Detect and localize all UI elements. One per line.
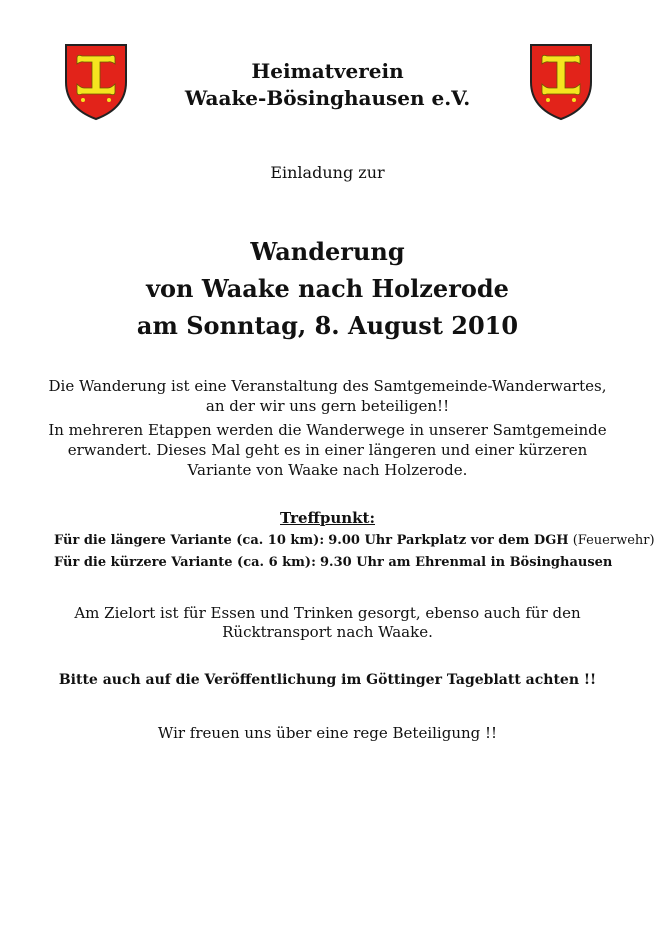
invitation-intro: Einladung zur	[270, 163, 385, 182]
headline-line2: von Waake nach Holzerode	[146, 274, 509, 303]
paragraph-line: an der wir uns gern beteiligen!!	[205, 397, 450, 415]
description-paragraph-2	[30, 420, 625, 480]
long-route-note: (Feuerwehr)	[572, 533, 655, 548]
catering-info	[30, 604, 625, 642]
closing-line: Wir freuen uns über eine rege Beteiligung !!	[157, 724, 498, 742]
headline-line3: am Sonntag, 8. August 2010	[136, 311, 519, 340]
meeting-point-details	[54, 530, 654, 574]
event-description	[30, 376, 625, 480]
paragraph-line: erwandert. Dieses Mal geht es in einer längeren und einer kürzeren	[67, 441, 588, 459]
meeting-short-route	[54, 552, 654, 574]
short-route-label: Für die kürzere Variante (ca. 6 km):	[54, 555, 316, 570]
long-route-detail: 9.00 Uhr Parkplatz vor dem DGH	[328, 533, 569, 548]
catering-line: Rücktransport nach Waake.	[222, 623, 433, 641]
meeting-point-title: Treffpunkt:	[280, 509, 375, 527]
catering-line: Am Zielort ist für Essen und Trinken gesorgt, ebenso auch für den	[74, 604, 581, 622]
headline-line1: Wanderung	[250, 237, 405, 266]
paragraph-line: In mehreren Etappen werden die Wanderwege in unserer Samtgemeinde	[48, 421, 607, 439]
organization-name-line2: Waake-Bösinghausen e.V.	[184, 86, 471, 110]
short-route-detail: 9.30 Uhr am Ehrenmal in Bösinghausen	[320, 555, 613, 570]
meeting-long-route	[54, 530, 654, 552]
event-headline	[0, 233, 655, 344]
paragraph-line: Variante von Waake nach Holzerode.	[187, 461, 468, 479]
paragraph-line: Die Wanderung ist eine Veranstaltung des Samtgemeinde-Wanderwartes,	[48, 377, 607, 395]
long-route-label: Für die längere Variante (ca. 10 km):	[54, 533, 325, 548]
organization-name-line1: Heimatverein	[251, 59, 404, 83]
description-paragraph-1	[30, 376, 625, 416]
organization-name	[0, 58, 655, 112]
newspaper-notice: Bitte auch auf die Veröffentlichung im Göttinger Tageblatt achten !!	[58, 672, 597, 688]
